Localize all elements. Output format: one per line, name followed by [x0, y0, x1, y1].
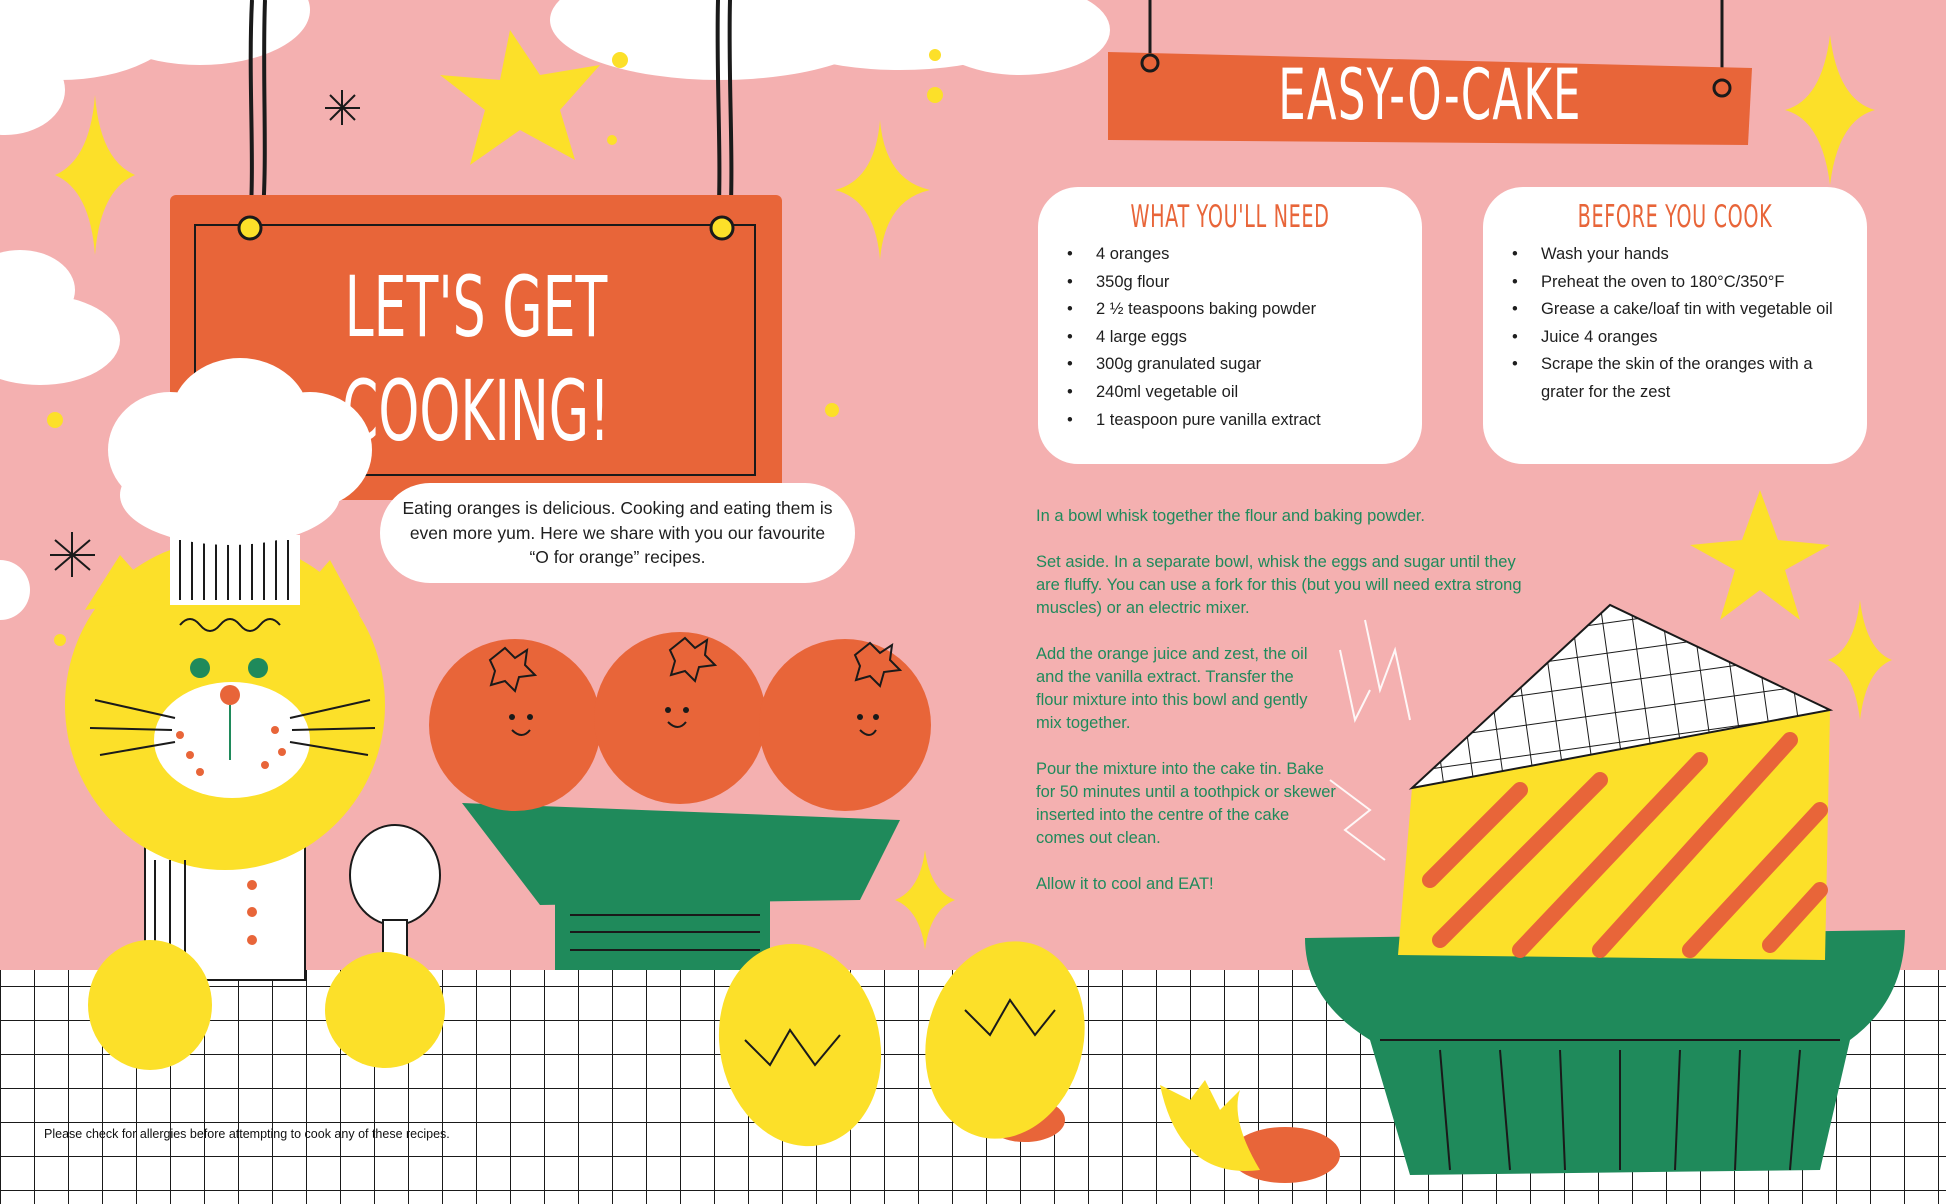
sign-heading — [302, 255, 649, 463]
method-step: Set aside. In a separate bowl, whisk the eggs and sugar until they are fluffy. You can use a fork for this (but you will need extra strong muscles) or an electric mixer. — [1036, 553, 1522, 617]
prep-item: • Preheat the oven to 180°C/350°F — [1541, 269, 1837, 297]
sign-line-2: COOKING! — [341, 362, 611, 460]
method-step: Allow it to cool and EAT! — [1036, 875, 1214, 893]
allergy-disclaimer: Please check for allergies before attempting to cook any of these recipes. — [44, 1127, 450, 1141]
ingredient-item: • 4 large eggs — [1096, 324, 1422, 352]
prep-item: • Grease a cake/loaf tin with vegetable oil — [1541, 296, 1837, 324]
recipe-title: EASY-O-CAKE — [1278, 54, 1582, 136]
intro-text: Eating oranges is delicious. Cooking and eating them is even more yum. Here we share with you our favourite “O for orange” recipes. — [402, 498, 833, 567]
ingredient-item: • 1 teaspoon pure vanilla extract — [1096, 407, 1422, 435]
prep-item: • Juice 4 oranges — [1541, 324, 1837, 352]
method-steps — [1036, 505, 1526, 919]
before-you-cook-card — [1483, 187, 1867, 464]
method-step: Add the orange juice and zest, the oil and the vanilla extract. Transfer the flour mixture into this bowl and gently mix together. — [1036, 645, 1308, 732]
ingredient-item: • 2 ½ teaspoons baking powder — [1096, 296, 1422, 324]
oranges-bowl-illustration — [429, 632, 931, 970]
ingredients-heading: WHAT YOU'LL NEED — [1130, 199, 1330, 235]
method-step: In a bowl whisk together the flour and baking powder. — [1036, 507, 1425, 525]
ingredient-item: • 240ml vegetable oil — [1096, 379, 1422, 407]
before-you-cook-heading: BEFORE YOU COOK — [1577, 199, 1773, 235]
ingredient-item: • 300g granulated sugar — [1096, 351, 1422, 379]
sign-line-1: LET'S GET — [344, 258, 608, 356]
prep-list — [1483, 241, 1867, 407]
prep-item: • Wash your hands — [1541, 241, 1837, 269]
cloud-top-center — [550, 0, 1110, 80]
ingredients-card — [1038, 187, 1422, 464]
ingredients-list — [1038, 241, 1422, 434]
ingredient-item: • 350g flour — [1096, 269, 1422, 297]
method-step: Pour the mixture into the cake tin. Bake for 50 minutes until a toothpick or skewer inserted into the centre of the cake comes out clean. — [1036, 760, 1336, 847]
ingredient-item: • 4 oranges — [1096, 241, 1422, 269]
prep-item: • Scrape the skin of the oranges with a grater for the zest — [1541, 351, 1837, 406]
